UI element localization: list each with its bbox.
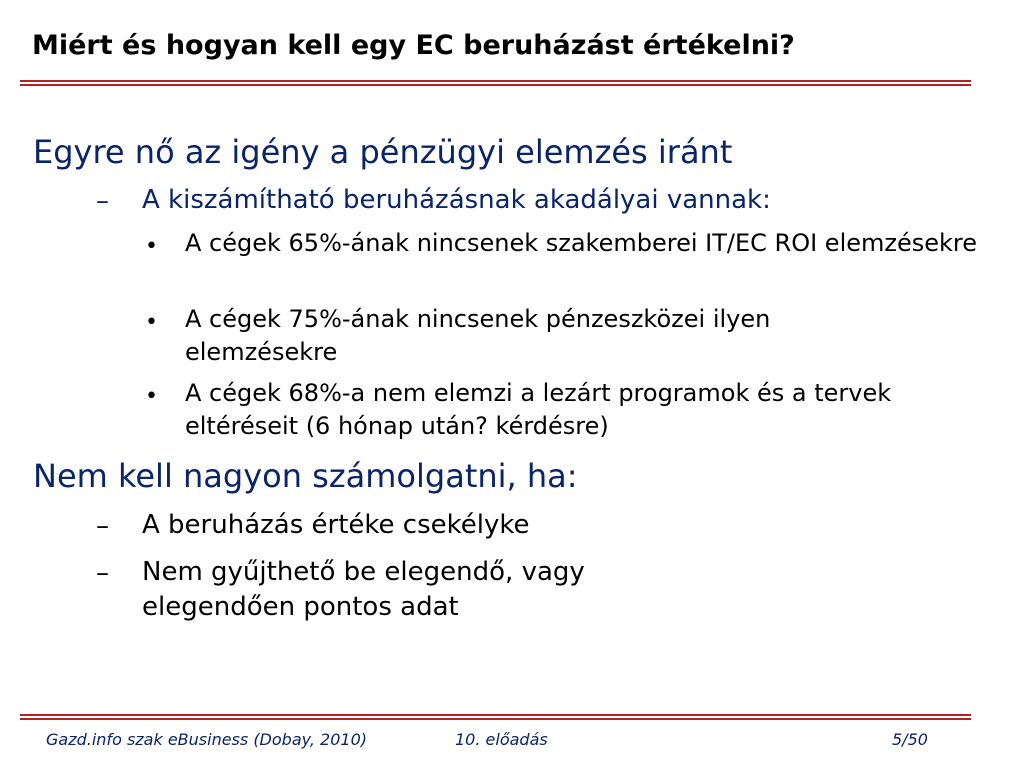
section2-item2-line2: elegendően pontos adat — [142, 592, 459, 622]
footer-lecture: 10. előadás — [455, 730, 548, 749]
section2-heading: Nem kell nagyon számolgatni, ha: — [33, 457, 578, 495]
section2-item1-dash: – — [96, 511, 109, 541]
bullet-2-symbol: • — [145, 310, 158, 335]
bullet-1-symbol: • — [145, 234, 158, 259]
bullet-1-text: A cégek 65%-ának nincsenek szakemberei IT/EC ROI elemzésekre — [185, 229, 978, 257]
section2-item1-text: A beruházás értéke csekélyke — [142, 510, 530, 540]
bullet-3-text: A cégek 68%-a nem elemzi a lezárt programok és a tervek eltéréseit (6 hónap után? kérdésre) — [185, 379, 892, 440]
footer-course: Gazd.info szak eBusiness (Dobay, 2010) — [46, 730, 367, 749]
bullet-3-symbol: • — [145, 384, 158, 409]
section1-heading: Egyre nő az igény a pénzügyi elemzés iránt — [33, 133, 733, 171]
bullet-2-text: A cégek 75%-ának nincsenek pénzeszközei ilyen elemzésekre — [185, 305, 771, 366]
section2-item2-line1: Nem gyűjthető be elegendő, vagy — [142, 557, 585, 587]
section1-sub-dash: – — [96, 186, 109, 216]
footer-page-number: 5/50 — [892, 730, 928, 749]
section1-sub-text: A kiszámítható beruházásnak akadályai vannak: — [142, 185, 771, 215]
slide-title: Miért és hogyan kell egy EC beruházást értékelni? — [32, 30, 795, 61]
section2-item2-dash: – — [96, 558, 109, 588]
